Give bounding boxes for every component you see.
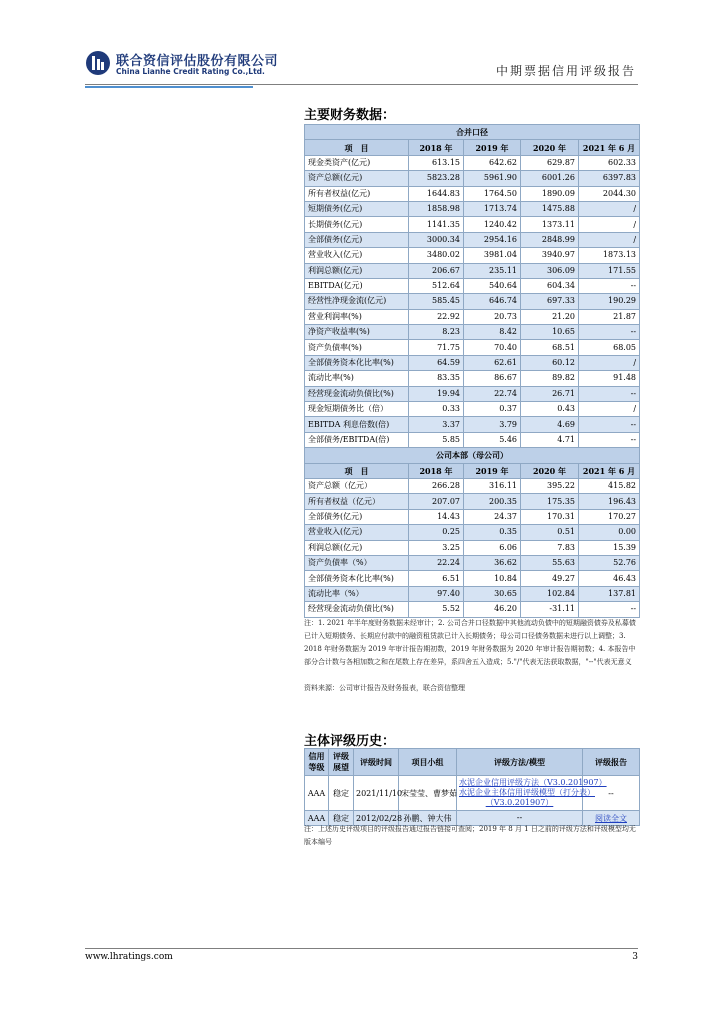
value-cell: 60.12 [521,355,579,370]
value-cell: 0.25 [409,525,464,540]
value-cell: 52.76 [579,555,640,570]
rating-history-table [304,748,640,826]
value-cell: 71.75 [409,340,464,355]
row-label: 全部债务(亿元) [305,509,409,524]
value-cell: 170.31 [521,509,579,524]
value-cell: -- [579,278,640,293]
value-cell: 207.07 [409,494,464,509]
table-row [305,309,640,324]
rating-history-note: 注：上述历史评级项目的评级报告通过报告链接可查阅；2019 年 8 月 1 日之前的评级方法和评级模型均无版本编号 [304,825,636,846]
value-cell: / [579,232,640,247]
footer-website: www.lhratings.com [85,952,173,962]
value-cell: 1764.50 [464,186,521,201]
table-row [305,217,640,232]
column-header: 2019 年 [464,140,521,155]
history-column-header: 评级报告 [583,749,640,776]
table-row [305,355,640,370]
value-cell: 1141.35 [409,217,464,232]
value-cell: 3480.02 [409,248,464,263]
header-accent-divider [85,86,253,88]
value-cell: -- [579,325,640,340]
value-cell: 306.09 [521,263,579,278]
table-row [305,186,640,201]
value-cell: 175.35 [521,494,579,509]
table-row [305,325,640,340]
value-cell: 540.64 [464,278,521,293]
value-cell: 1240.42 [464,217,521,232]
column-header: 2018 年 [409,140,464,155]
history-column-header: 项目小组 [399,749,457,776]
value-cell: 0.35 [464,525,521,540]
value-cell: 395.22 [521,478,579,493]
table-row [305,586,640,601]
column-header: 2021 年 6 月 [579,140,640,155]
value-cell: 1858.98 [409,201,464,216]
value-cell: 266.28 [409,478,464,493]
financials-section-title: 主要财务数据： [304,108,396,123]
value-cell: 642.62 [464,155,521,170]
table-row [305,201,640,216]
value-cell: 68.51 [521,340,579,355]
value-cell: 5823.28 [409,171,464,186]
table-row [305,155,640,170]
value-cell: 19.94 [409,386,464,401]
row-label: 营业收入(亿元) [305,248,409,263]
row-label: 资产总额(亿元) [305,171,409,186]
value-cell: 64.59 [409,355,464,370]
value-cell: 604.34 [521,278,579,293]
row-label: 利润总额(亿元) [305,263,409,278]
row-label: 资产总额（亿元） [305,478,409,493]
table-row [305,278,640,293]
page-number: 3 [632,952,638,962]
value-cell: 6001.26 [521,171,579,186]
history-column-header: 评级展望 [329,749,354,776]
history-methods [457,776,607,811]
row-label: 资产负债率（%） [305,555,409,570]
value-cell: 3.79 [464,417,521,432]
method-link[interactable]: （V3.0.201907） [485,798,554,807]
value-cell: 5.46 [464,432,521,447]
value-cell: 0.37 [464,402,521,417]
value-cell: 613.15 [409,155,464,170]
value-cell: 3981.04 [464,248,521,263]
value-cell: 68.05 [579,340,640,355]
value-cell: 10.65 [521,325,579,340]
row-label: 长期债务(亿元) [305,217,409,232]
value-cell: 7.83 [521,540,579,555]
value-cell: 89.82 [521,371,579,386]
value-cell: 21.87 [579,309,640,324]
table-row [305,509,640,524]
table-row [305,432,640,447]
value-cell: 49.27 [521,571,579,586]
method-empty: -- [516,813,523,822]
value-cell: 62.61 [464,355,521,370]
value-cell: 3000.34 [409,232,464,247]
value-cell: 602.33 [579,155,640,170]
value-cell: 200.35 [464,494,521,509]
table-row [305,494,640,509]
section-title-cell: 公司本部（母公司） [305,448,640,463]
history-column-header: 信用等级 [305,749,329,776]
column-header: 2020 年 [521,463,579,478]
value-cell: 646.74 [464,294,521,309]
value-cell: 585.45 [409,294,464,309]
value-cell: 14.43 [409,509,464,524]
history-row [305,776,640,811]
value-cell: 1873.13 [579,248,640,263]
value-cell: 15.39 [579,540,640,555]
value-cell: 97.40 [409,586,464,601]
value-cell: 21.20 [521,309,579,324]
value-cell: -- [579,417,640,432]
value-cell: 6.06 [464,540,521,555]
value-cell: 206.67 [409,263,464,278]
history-team: 孙鹏、钟大伟 [399,811,457,826]
value-cell: 30.65 [464,586,521,601]
table-row [305,602,640,617]
row-label: 短期债务(亿元) [305,201,409,216]
value-cell: 415.82 [579,478,640,493]
value-cell: 0.43 [521,402,579,417]
value-cell: 70.40 [464,340,521,355]
value-cell: 22.74 [464,386,521,401]
table-section-header [305,448,640,463]
footer-divider [85,948,638,949]
row-label: 全部债务资本化比率(%) [305,571,409,586]
row-label: 现金短期债务比（倍） [305,402,409,417]
table-row [305,571,640,586]
history-header-row [305,749,640,776]
value-cell: 316.11 [464,478,521,493]
value-cell: 1713.74 [464,201,521,216]
table-row [305,386,640,401]
row-label: 利润总额(亿元) [305,540,409,555]
value-cell: 629.87 [521,155,579,170]
method-link[interactable]: 水泥企业主体信用评级模型（打分表） [459,788,595,797]
value-cell: 83.35 [409,371,464,386]
value-cell: 1890.09 [521,186,579,201]
header-divider [85,84,638,85]
value-cell: 4.71 [521,432,579,447]
row-label: 全部债务资本化比率(%) [305,355,409,370]
value-cell: 91.48 [579,371,640,386]
company-name-cn: 联合资信评估股份有限公司 [116,54,279,69]
table-row [305,540,640,555]
row-label: 流动比率（%） [305,586,409,601]
column-header: 项 目 [305,140,409,155]
row-label: 所有者权益(亿元) [305,186,409,201]
row-label: 全部债务(亿元) [305,232,409,247]
row-label: 经营现金流动负债比(%) [305,602,409,617]
value-cell: / [579,402,640,417]
row-label: 流动比率(%) [305,371,409,386]
value-cell: 86.67 [464,371,521,386]
value-cell: 5.52 [409,602,464,617]
value-cell: 2848.99 [521,232,579,247]
row-label: 经营性净现金流(亿元) [305,294,409,309]
column-header: 2020 年 [521,140,579,155]
value-cell: 137.81 [579,586,640,601]
read-full-report-link[interactable]: 阅读全文 [595,813,627,823]
column-header: 2018 年 [409,463,464,478]
value-cell: 22.24 [409,555,464,570]
value-cell: 3.25 [409,540,464,555]
method-link[interactable]: 水泥企业信用评级方法（V3.0.201907） [459,778,607,787]
table-row [305,232,640,247]
rating-history-section-title: 主体评级历史： [304,734,396,749]
company-logo-icon [85,50,111,76]
value-cell: 2044.30 [579,186,640,201]
value-cell: 102.84 [521,586,579,601]
table-column-header-row [305,463,640,478]
value-cell: -- [579,432,640,447]
table-row [305,555,640,570]
table-row [305,478,640,493]
value-cell: 1373.11 [521,217,579,232]
section-title-cell: 合并口径 [305,125,640,140]
history-column-header: 评级时间 [354,749,399,776]
value-cell: 697.33 [521,294,579,309]
value-cell: 4.69 [521,417,579,432]
report-empty: -- [608,788,614,798]
history-grade: AAA [305,811,329,826]
value-cell: 36.62 [464,555,521,570]
table-section-header [305,125,640,140]
value-cell: 6397.83 [579,171,640,186]
history-column-header: 评级方法/模型 [457,749,583,776]
column-header: 2019 年 [464,463,521,478]
table-row [305,171,640,186]
value-cell: / [579,201,640,216]
row-label: 经营现金流动负债比(%) [305,386,409,401]
value-cell: 1644.83 [409,186,464,201]
row-label: 所有者权益（亿元） [305,494,409,509]
table-row [305,402,640,417]
value-cell: 1475.88 [521,201,579,216]
value-cell: 24.37 [464,509,521,524]
history-date: 2012/02/28 [354,811,399,826]
column-header: 2021 年 6 月 [579,463,640,478]
value-cell: 196.43 [579,494,640,509]
value-cell: 3.37 [409,417,464,432]
value-cell: 0.33 [409,402,464,417]
document-title: 中期票据信用评级报告 [495,64,636,78]
value-cell: 46.20 [464,602,521,617]
value-cell: 5.85 [409,432,464,447]
value-cell: 512.64 [409,278,464,293]
table-row [305,417,640,432]
financial-table-source: 资料来源：公司审计报告及财务报表，联合资信整理 [304,684,465,692]
financial-data-table [304,124,640,618]
value-cell: 190.29 [579,294,640,309]
value-cell: 170.27 [579,509,640,524]
row-label: EBITDA 利息倍数(倍) [305,417,409,432]
value-cell: -- [579,602,640,617]
value-cell: 20.73 [464,309,521,324]
value-cell: 55.63 [521,555,579,570]
column-header: 项 目 [305,463,409,478]
value-cell: 22.92 [409,309,464,324]
table-row [305,248,640,263]
row-label: 现金类资产(亿元) [305,155,409,170]
value-cell: / [579,217,640,232]
value-cell: -- [579,386,640,401]
financial-table-note: 注：1. 2021 年半年度财务数据未经审计；2. 公司合并口径数据中其他流动负债中的短期融资债券及私募债已计入短期债务、长期应付款中的融资租赁款已计入长期债务；母公司口径债务数据未进行以上调整；3. 2018 年财务数据为 2019 年审计报告期初数，2019 年财务数据为 2020 年审计报告期初数；4. 本报告中部分合计数与各相加数之和在尾数上存在差异，系四舍五入造成；5."/"代表无法获取数据，"--"代表无意义 [304,619,636,666]
value-cell: 46.43 [579,571,640,586]
row-label: 营业利润率(%) [305,309,409,324]
page-header [0,0,724,92]
value-cell: 26.71 [521,386,579,401]
value-cell: 235.11 [464,263,521,278]
history-outlook: 稳定 [329,811,354,826]
table-row [305,263,640,278]
row-label: 净资产收益率(%) [305,325,409,340]
value-cell: 171.55 [579,263,640,278]
value-cell: 0.00 [579,525,640,540]
row-label: 营业收入(亿元) [305,525,409,540]
table-row [305,294,640,309]
history-grade: AAA [305,776,329,811]
value-cell: -31.11 [521,602,579,617]
value-cell: / [579,355,640,370]
value-cell: 8.23 [409,325,464,340]
row-label: EBITDA(亿元) [305,278,409,293]
history-outlook: 稳定 [329,776,354,811]
value-cell: 0.51 [521,525,579,540]
value-cell: 2954.16 [464,232,521,247]
value-cell: 5961.90 [464,171,521,186]
table-column-header-row [305,140,640,155]
table-row [305,371,640,386]
value-cell: 10.84 [464,571,521,586]
row-label: 资产负债率(%) [305,340,409,355]
table-row [305,525,640,540]
value-cell: 3940.97 [521,248,579,263]
company-name-en: China Lianhe Credit Rating Co.,Ltd. [116,67,265,76]
row-label: 全部债务/EBITDA(倍) [305,432,409,447]
value-cell: 6.51 [409,571,464,586]
table-row [305,340,640,355]
value-cell: 8.42 [464,325,521,340]
history-team: 宋莹莹、曹梦茹 [399,776,457,811]
history-date: 2021/11/10 [354,776,399,811]
